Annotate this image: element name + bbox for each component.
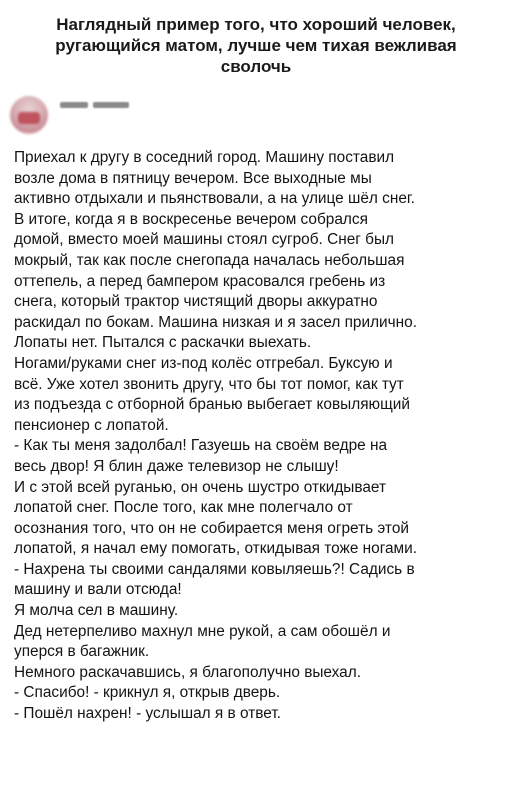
post-title	[24, 14, 488, 77]
post-body-line: осознания того, что он не собирается меня огреть этой	[14, 519, 409, 537]
post-body-line: активно отдыхали и пьянствовали, а на улице шёл снег.	[14, 190, 415, 208]
post-body-line: - Нахрена ты своими сандалями ковыляешь?! Садись в	[14, 560, 415, 578]
post-body-line: И с этой всей руганью, он очень шустро откидывает	[14, 478, 387, 496]
post-body-line: возле дома в пятницу вечером. Все выходные мы	[14, 169, 372, 187]
post-body-line: снега, который трактор чистящий дворы аккуратно	[14, 293, 378, 311]
post-body-line: домой, вместо моей машины стоял сугроб. Снег был	[14, 231, 395, 249]
redacted-word	[60, 102, 88, 108]
post-body-line: машину и вали отсюда!	[14, 581, 182, 599]
avatar	[10, 96, 48, 134]
post-body-line: Немного раскачавшись, я благополучно выехал.	[14, 663, 361, 681]
post-body-line: - Как ты меня задолбал! Газуешь на своём ведре на	[14, 437, 388, 455]
post-body	[14, 148, 508, 725]
post-body-line: - Спасибо! - крикнул я, открыв дверь.	[14, 684, 281, 702]
post-body-line: пенсионер с лопатой.	[14, 416, 169, 434]
post-body-line: лопатой, я начал ему помогать, откидывая тоже ногами.	[14, 540, 418, 558]
post-body-line: Я молча сел в машину.	[14, 602, 179, 620]
post-title-line: сволочь	[220, 57, 292, 76]
avatar-blur-spot	[18, 112, 40, 124]
post-body-line: раскидал по бокам. Машина низкая и я засел прилично.	[14, 313, 417, 331]
redacted-word	[93, 102, 129, 108]
post-body-line: Лопаты нет. Пытался с раскачки выехать.	[14, 334, 312, 352]
post-body-line: из подъезда с отборной бранью выбегает ковыляющий	[14, 396, 410, 414]
post-body-line: - Пошёл нахрен! - услышал я в ответ.	[14, 705, 281, 723]
post-body-line: Дед нетерпеливо махнул мне рукой, а сам обошёл и	[14, 622, 391, 640]
post-body-line: оттепель, а перед бампером красовался гребень из	[14, 272, 386, 290]
post-title-line: ругающийся матом, лучше чем тихая вежливая	[55, 36, 457, 55]
post-body-line: Ногами/руками снег из-под колёс отгребал. Буксую и	[14, 354, 393, 372]
post-body-line: лопатой снег. После того, как мне полегчало от	[14, 499, 353, 517]
post-body-line: всё. Уже хотел звонить другу, что бы тот помог, как тут	[14, 375, 404, 393]
post-body-line: мокрый, так как после снегопада началась небольшая	[14, 251, 405, 269]
post-author	[10, 96, 210, 136]
post-body-line: В итоге, когда я в воскресенье вечером собрался	[14, 210, 368, 228]
post-body-line: уперся в багажник.	[14, 643, 150, 661]
post-body-line: Приехал к другу в соседний город. Машину поставил	[14, 149, 395, 166]
post-body-line: весь двор! Я блин даже телевизор не слышу!	[14, 457, 339, 475]
post-title-line: Наглядный пример того, что хороший человек,	[56, 15, 456, 34]
author-name-redacted	[60, 100, 135, 110]
